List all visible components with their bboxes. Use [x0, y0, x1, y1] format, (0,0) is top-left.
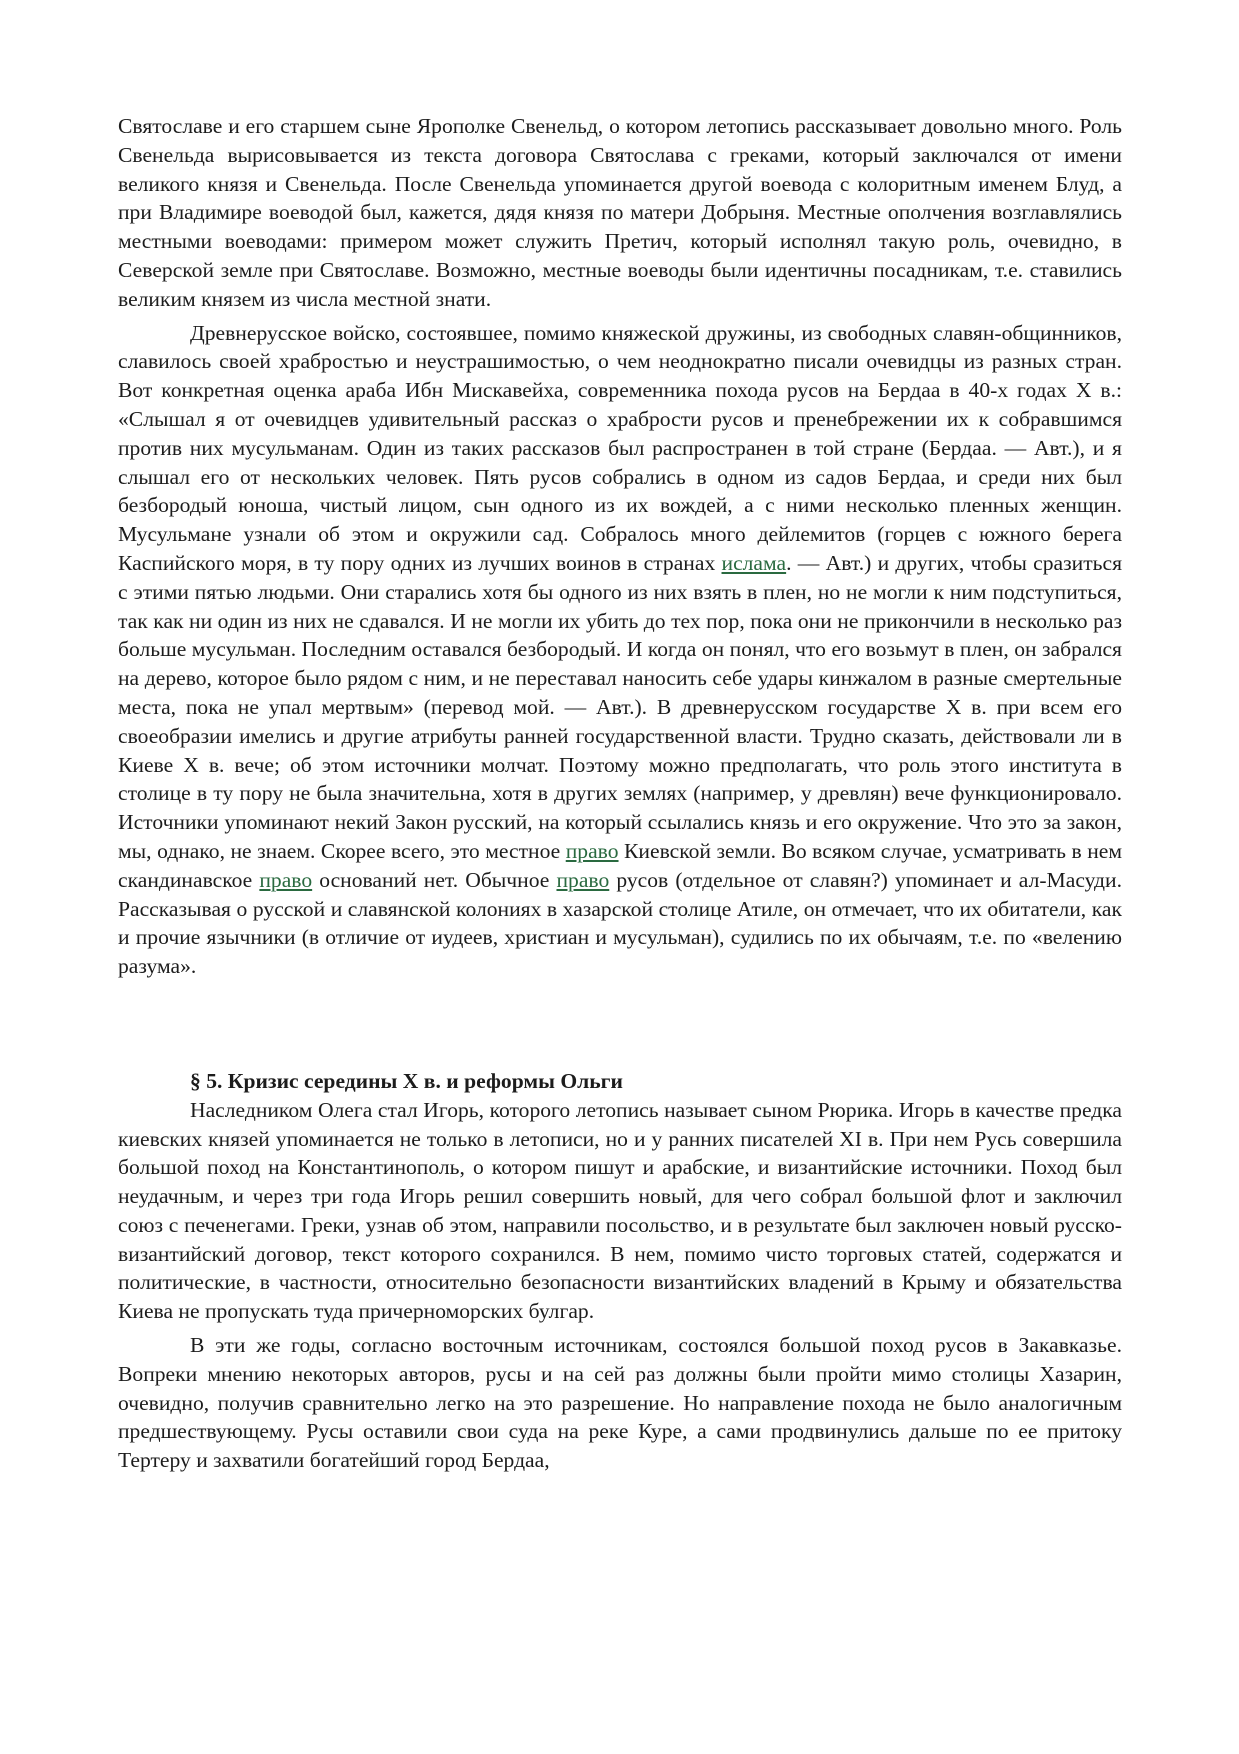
paragraph-text: Киевской земли. Во всяком случае, усматривать в нем скандинавское [118, 838, 1122, 892]
paragraph-transcaucasia-campaign: В эти же годы, согласно восточным источникам, состоялся большой поход русов в Закавказье. Вопреки мнению некоторых авторов, русы и на сей раз должны были пройти мимо столицы Хазарин, очевидно, получив сравнительно легко на это разрешение. Но направление похода не было аналогичным предшествующему. Русы оставили свои суда на реке Куре, а сами продвинулись дальше по ее притоку Тертеру и захватили богатейший город Бердаа, [118, 1333, 1122, 1473]
law-link[interactable]: право [565, 838, 619, 863]
paragraph-igor: Наследником Олега стал Игорь, которого летопись называет сыном Рюрика. Игорь в качестве предка киевских князей упоминается не только в летописи, но и у ранних писателей XI в. При нем Русь совершила большой поход на Константинополь, о котором пишут и арабские, и византийские источники. Поход был неудачным, и через три года Игорь решил совершить новый, для чего собрал большой флот и заключил союз с печенегами. Греки, узнав об этом, направили посольство, и в результате был заключен новый русско-византийский договор, текст которого сохранился. В нем, помимо чисто торговых статей, содержатся и политические, в частности, относительно безопасности византийских владений в Крыму и обязательства Киева не пропускать туда причерноморских булгар. [118, 1097, 1122, 1324]
law-link[interactable]: право [556, 867, 610, 892]
paragraph-text: оснований нет. Обычное [312, 867, 557, 892]
law-link[interactable]: право [259, 867, 313, 892]
paragraph-text: русов (отдельное от славян?) упоминает и ал-Масуди. Рассказывая о русской и славянской колониях в хазарской столице Атиле, он отмечает, что их обитатели, как и прочие язычники (в отличие от иудеев, христиан и мусульман), судились по их обычаям, т.е. по «велению разума». [118, 867, 1122, 979]
document-page [118, 112, 1122, 1475]
section-heading: § 5. Кризис середины X в. и реформы Ольги [190, 1068, 623, 1093]
paragraph-svenelds-role: Святославе и его старшем сыне Ярополке Свенельд, о котором летопись рассказывает довольно много. Роль Свенельда вырисовывается из текста договора Святослава с греками, который заключался от имени великого князя и Свенельда. После Свенельда упоминается другой воевода с колоритным именем Блуд, а при Владимире воеводой был, кажется, дядя князя по матери Добрыня. Местные ополчения возглавлялись местными воеводами: примером может служить Претич, который исполнял такую роль, очевидно, в Северской земле при Святославе. Возможно, местные воеводы были идентичны посадникам, т.е. ставились великим князем из числа местной знати. [118, 114, 1122, 311]
section-spacer [118, 981, 1122, 1067]
paragraph-old-russian-army [118, 319, 1122, 981]
paragraph-text: Древнерусское войско, состоявшее, помимо княжеской дружины, из свободных славян-общинников, славилось своей храбростью и неустрашимостью, о чем неоднократно писали очевидцы из разных стран. Вот конкретная оценка араба Ибн Мискавейха, современника похода русов на Бердаа в 40-х годах X в.: «Слышал я от очевидцев удивительный рассказ о храбрости русов и пренебрежении их к собравшимся против них мусульманам. Один из таких рассказов был распространен в той стране (Бердаа. — Авт.), и я слышал его от нескольких человек. Пять русов собрались в одном из садов Бердаа, и среди них был безбородый юноша, чистый лицом, сын одного из их вождей, а с ними несколько пленных женщин. Мусульмане узнали об этом и окружили сад. Собралось много дейлемитов (горцев с южного берега Каспийского моря, в ту пору одних из лучших воинов в странах [118, 320, 1122, 575]
islam-link[interactable]: ислама [721, 550, 787, 575]
paragraph-text: . — Авт.) и других, чтобы сразиться с этими пятью людьми. Они старались хотя бы одного из них взять в плен, но не могли к ним подступиться, так как ни один из них не сдавался. И не могли их убить до тех пор, пока они не прикончили в несколько раз больше мусульман. Последним оставался безбородый. И когда он понял, что его возьмут в плен, он забрался на дерево, которое было рядом с ним, и не переставал наносить себе удары кинжалом в разные смертельные места, пока не упал мертвым» (перевод мой. — Авт.). В древнерусском государстве X в. при всем его своеобразии имелись и другие атрибуты ранней государственной власти. Трудно сказать, действовали ли в Киеве X в. вече; об этом источники молчат. Поэтому можно предполагать, что роль этого института в столице в ту пору не была значительна, хотя в других землях (например, у древлян) вече функционировало. Источники упоминают некий Закон русский, на который ссылались князь и его окружение. Что это за закон, мы, однако, не знаем. Скорее всего, это местное [118, 550, 1122, 863]
